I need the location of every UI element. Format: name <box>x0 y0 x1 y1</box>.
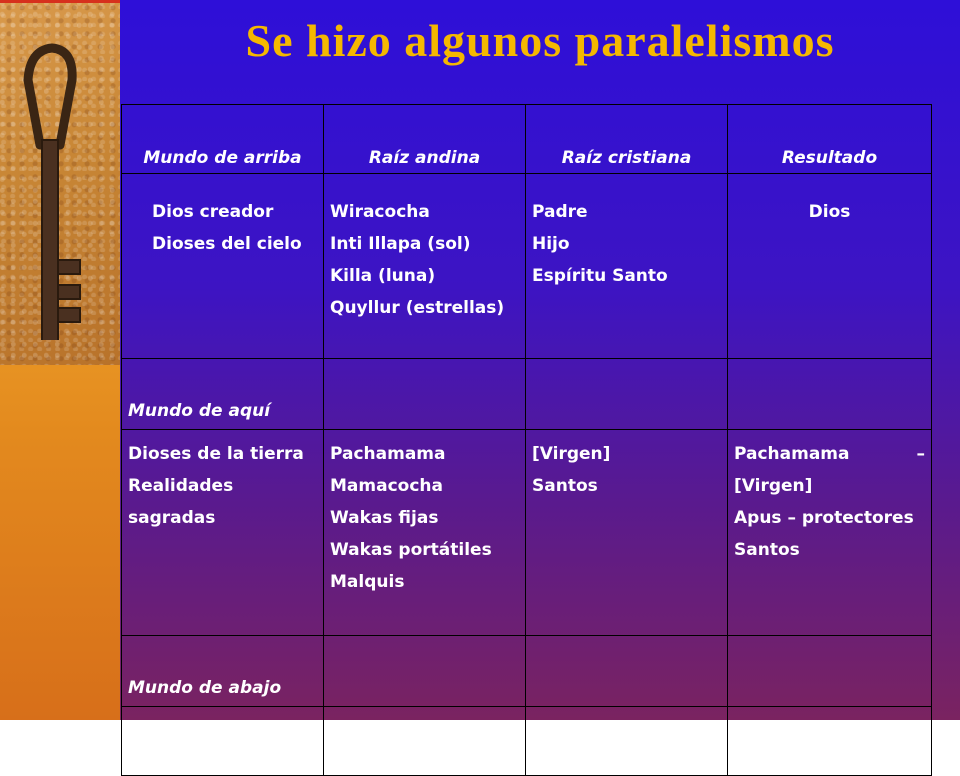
parallels-table <box>121 104 932 776</box>
table-row <box>122 430 932 636</box>
cell-arriba-andina: Wiracocha Inti Illapa (sol) Killa (luna) Quyllur (estrellas) <box>324 174 526 359</box>
section-label-abajo: Mundo de abajo <box>122 636 324 707</box>
empty-cell <box>728 359 932 430</box>
header-mundo-arriba: Mundo de arriba <box>122 105 324 174</box>
empty-cell <box>526 636 728 707</box>
table-row <box>122 174 932 359</box>
section-row-aqui <box>122 359 932 430</box>
cell-aqui-resultado: Pachamama – [Virgen] Apus – protectores Santos <box>728 430 932 636</box>
header-raiz-andina: Raíz andina <box>324 105 526 174</box>
table-row <box>122 707 932 776</box>
cell-abajo-andina: Supay <box>324 707 526 776</box>
header-row <box>122 105 932 174</box>
empty-cell <box>526 359 728 430</box>
empty-cell <box>324 359 526 430</box>
cell-arriba-resultado: Dios <box>728 174 932 359</box>
cell-abajo-concept: Espíritus del mal <box>122 707 324 776</box>
section-row-abajo <box>122 636 932 707</box>
header-raiz-cristiana: Raíz cristiana <box>526 105 728 174</box>
cell-aqui-cristiana: [Virgen] Santos <box>526 430 728 636</box>
empty-cell <box>324 636 526 707</box>
old-iron-key-icon <box>10 40 120 340</box>
slide-title: Se hizo algunos paralelismos <box>245 15 835 66</box>
cell-abajo-resultado: Demonio <box>728 707 932 776</box>
header-resultado: Resultado <box>728 105 932 174</box>
cell-abajo-cristiana: Demonio <box>526 707 728 776</box>
empty-cell <box>728 636 932 707</box>
cell-aqui-andina: Pachamama Mamacocha Wakas fijas Wakas portátiles Malquis <box>324 430 526 636</box>
cell-arriba-cristiana: Padre Hijo Espíritu Santo <box>526 174 728 359</box>
section-label-aqui: Mundo de aquí <box>122 359 324 430</box>
cell-aqui-concept: Dioses de la tierra Realidades sagradas <box>122 430 324 636</box>
cell-arriba-concept: Dios creador Dioses del cielo <box>122 174 324 359</box>
key-photo <box>0 0 120 365</box>
